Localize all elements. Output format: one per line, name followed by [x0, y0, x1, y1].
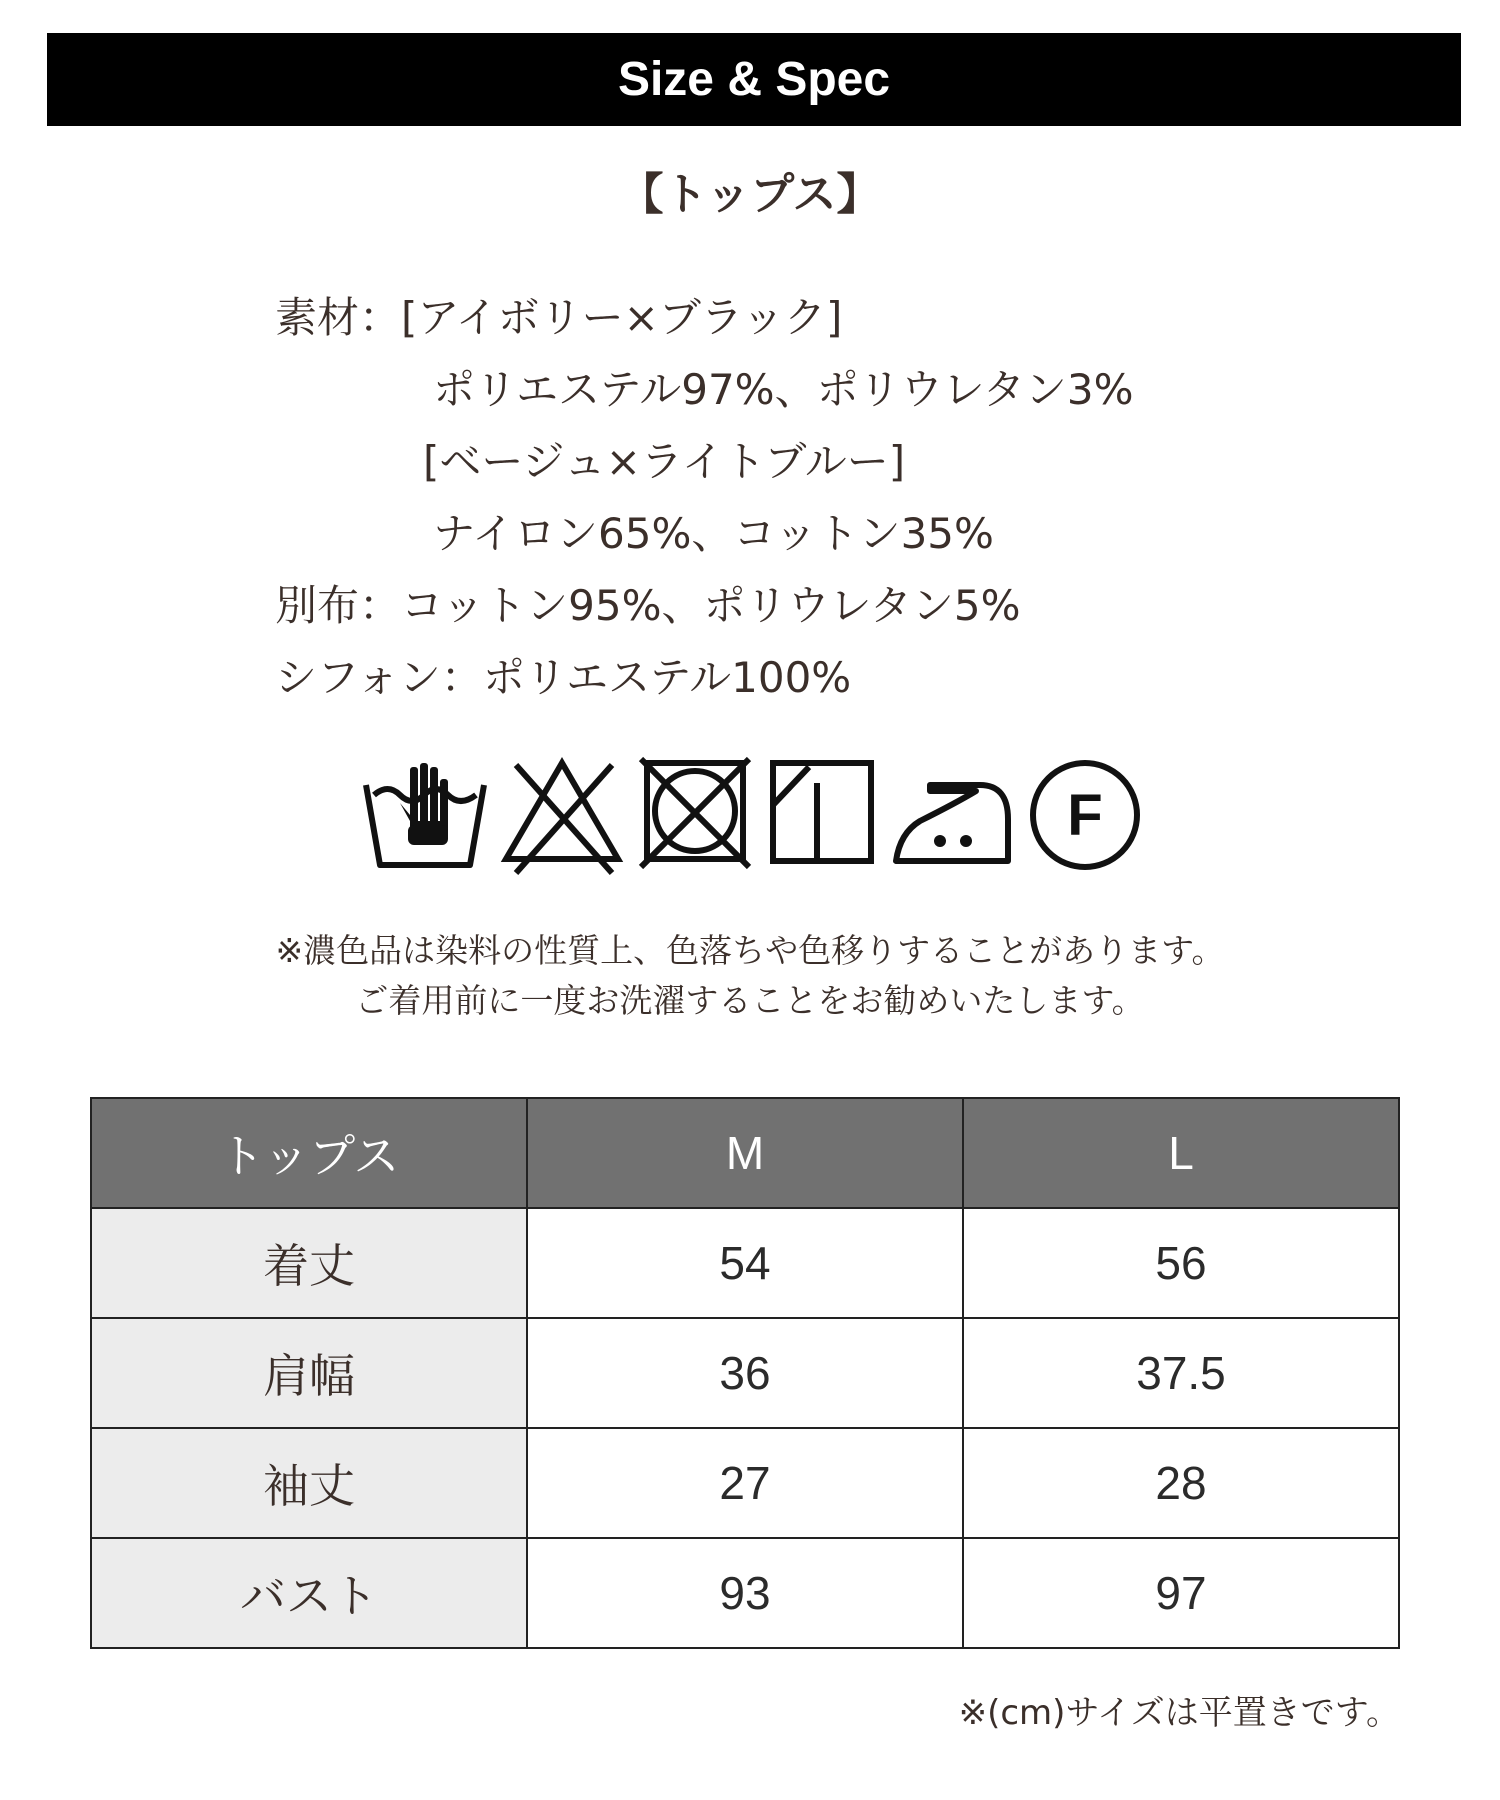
material-label: シフォン：	[275, 653, 483, 702]
material-text: コットン95%、ポリウレタン5%	[401, 581, 1021, 630]
table-row	[91, 1208, 1399, 1318]
no-bleach-icon	[500, 755, 625, 875]
row-label: 肩幅	[91, 1318, 527, 1428]
cell-l: 97	[963, 1538, 1399, 1648]
cell-m: 54	[527, 1208, 963, 1318]
table-row	[91, 1318, 1399, 1428]
row-label: 袖丈	[91, 1428, 527, 1538]
title-banner	[47, 33, 1461, 126]
material-line	[275, 498, 1134, 570]
cell-l: 28	[963, 1428, 1399, 1538]
hand-wash-icon	[360, 755, 490, 875]
header-cell-l: L	[963, 1098, 1399, 1208]
material-label: 別布：	[275, 581, 402, 630]
material-text: ポリエステル100%	[482, 653, 852, 702]
no-tumble-dry-icon	[635, 755, 755, 875]
material-line	[275, 642, 1134, 714]
drip-dry-shade-icon	[765, 755, 880, 875]
size-table	[90, 1097, 1400, 1649]
dry-clean-f-icon	[1025, 755, 1145, 875]
cell-m: 27	[527, 1428, 963, 1538]
material-line	[275, 570, 1134, 642]
iron-medium-icon	[890, 755, 1015, 875]
table-header-row	[91, 1098, 1399, 1208]
care-note-line: ご着用前に一度お洗濯することをお勧めいたします。	[355, 981, 1145, 1020]
section-title: 【トップス】	[619, 169, 881, 220]
material-text: [ベージュ×ライトブルー]	[423, 437, 906, 486]
cell-m: 36	[527, 1318, 963, 1428]
row-label: 着丈	[91, 1208, 527, 1318]
material-line	[275, 354, 1134, 426]
material-label: 素材：	[275, 293, 402, 342]
material-text: [アイボリー×ブラック]	[401, 293, 843, 342]
material-line	[275, 282, 1134, 354]
cell-m: 93	[527, 1538, 963, 1648]
header-cell-m: M	[527, 1098, 963, 1208]
material-text: ポリエステル97%、ポリウレタン3%	[433, 365, 1134, 414]
banner-title: Size & Spec	[617, 53, 891, 106]
table-row	[91, 1538, 1399, 1648]
cell-l: 56	[963, 1208, 1399, 1318]
table-row	[91, 1428, 1399, 1538]
material-line	[275, 426, 1134, 498]
row-label: バスト	[91, 1538, 527, 1648]
material-text: ナイロン65%、コットン35%	[433, 509, 994, 558]
care-note-line: ※濃色品は染料の性質上、色落ちや色移りすることがあります。	[275, 931, 1225, 970]
header-cell-item: トップス	[91, 1098, 527, 1208]
care-icons	[360, 755, 1145, 875]
size-footnote: ※(cm)サイズは平置きです。	[958, 1693, 1400, 1733]
cell-l: 37.5	[963, 1318, 1399, 1428]
materials-list	[275, 282, 1134, 714]
dry-clean-letter: F	[1067, 783, 1103, 848]
